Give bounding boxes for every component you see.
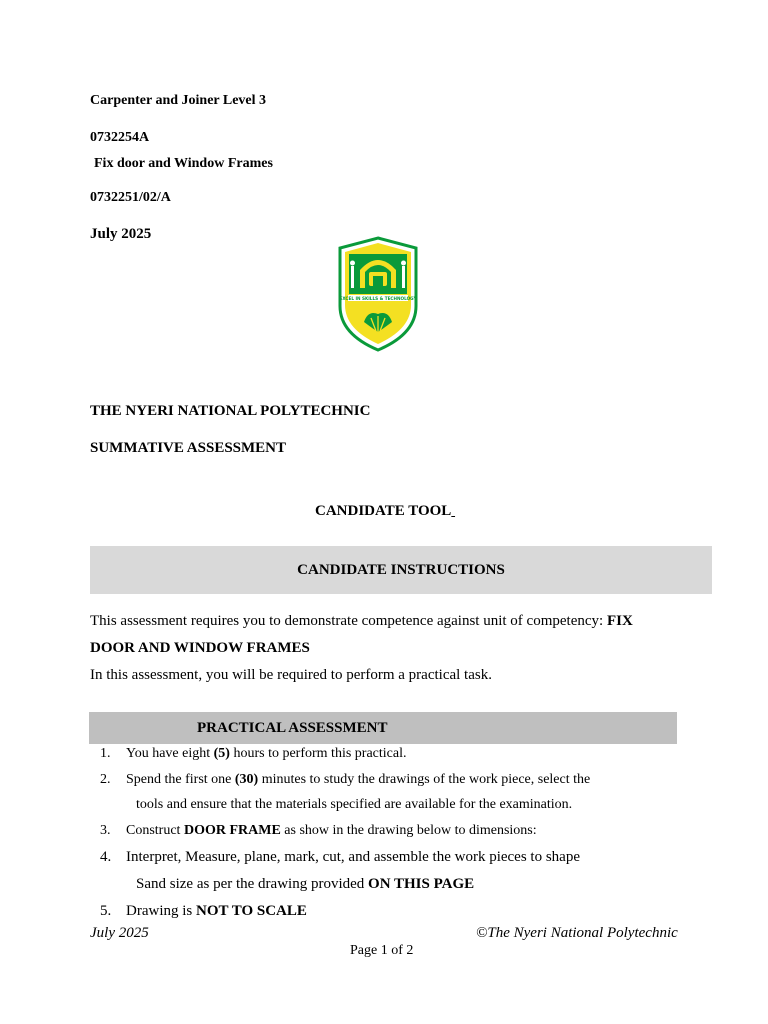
page-number: Page 1 of 2 <box>350 943 414 958</box>
footer-date: July 2025 <box>90 925 149 941</box>
intro-line-1: This assessment requires you to demonstrate competence against unit of competency: FIX <box>90 613 633 629</box>
list-item: 2. Spend the first one (30) minutes to study the drawings of the work piece, select the <box>100 772 591 787</box>
list-item-continuation: tools and ensure that the materials specified are available for the examination. <box>136 797 573 812</box>
intro-line-2: DOOR AND WINDOW FRAMES <box>90 640 310 656</box>
unit-code: 0732254A <box>90 130 150 145</box>
unit-title: Fix door and Window Frames <box>94 156 273 171</box>
institution-name: THE NYERI NATIONAL POLYTECHNIC <box>90 403 371 419</box>
polytechnic-crest-logo <box>338 236 418 352</box>
list-item-continuation: Sand size as per the drawing provided ON THIS PAGE <box>136 876 475 892</box>
course-title: Carpenter and Joiner Level 3 <box>90 93 267 108</box>
candidate-instructions-heading: CANDIDATE INSTRUCTIONS <box>90 546 712 594</box>
list-item: 4. Interpret, Measure, plane, mark, cut, and assemble the work pieces to shape <box>100 849 580 865</box>
footer-copyright: ©The Nyeri National Polytechnic <box>476 925 678 941</box>
assessment-type: SUMMATIVE ASSESSMENT <box>90 440 287 456</box>
svg-text:EXCEL IN SKILLS & TECHNOLOGY: EXCEL IN SKILLS & TECHNOLOGY <box>339 296 417 301</box>
list-item: 5. Drawing is NOT TO SCALE <box>100 903 307 919</box>
practical-assessment-heading: PRACTICAL ASSESSMENT <box>89 712 677 744</box>
list-item: 1. You have eight (5) hours to perform this practical. <box>100 746 407 761</box>
intro-line-3: In this assessment, you will be required to perform a practical task. <box>90 667 492 683</box>
paper-code: 0732251/02/A <box>90 190 171 205</box>
tool-title: CANDIDATE TOOL <box>315 503 452 519</box>
exam-date: July 2025 <box>90 226 152 242</box>
list-item: 3. Construct DOOR FRAME as show in the drawing below to dimensions: <box>100 823 537 838</box>
